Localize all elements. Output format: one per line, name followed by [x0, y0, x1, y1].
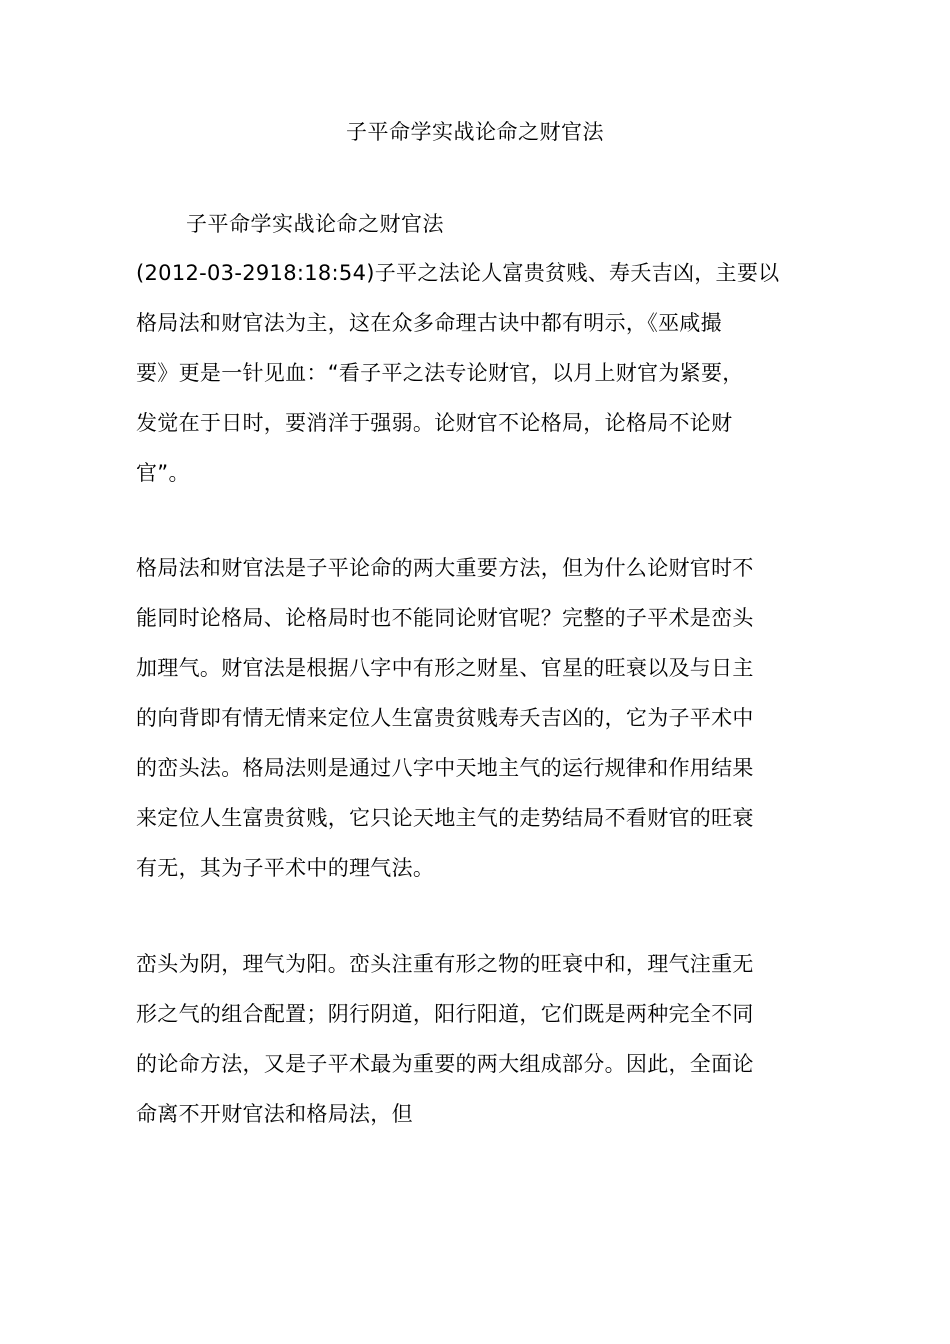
paragraph-line: 要》更是一针见血：“看子平之法专论财官，以月上财官为紧要， [136, 361, 744, 385]
paragraph-line: 峦头为阴，理气为阳。峦头注重有形之物的旺衰中和，理气注重无 [136, 952, 754, 976]
paragraph-line: 格局法和财官法是子平论命的两大重要方法，但为什么论财官时不 [136, 556, 754, 580]
paragraph-line: 有无，其为子平术中的理气法。 [136, 856, 435, 880]
article-subtitle: 子平命学实战论命之财官法 [186, 212, 444, 236]
paragraph-line: 格局法和财官法为主，这在众多命理古诀中都有明示，《巫咸撮 [136, 311, 722, 335]
paragraph-line: (2012-03-2918:18:54)子平之法论人富贵贫贱、寿夭吉凶，主要以 [136, 261, 780, 285]
paragraph-line: 命离不开财官法和格局法，但 [136, 1102, 413, 1126]
paragraph-2 [136, 543, 796, 893]
paragraph-1 [136, 248, 796, 498]
paragraph-3 [136, 939, 796, 1139]
paragraph-line: 的论命方法，又是子平术最为重要的两大组成部分。因此，全面论 [136, 1052, 754, 1076]
paragraph-line: 官”。 [136, 461, 190, 485]
paragraph-line: 来定位人生富贵贫贱，它只论天地主气的走势结局不看财官的旺衰 [136, 806, 754, 830]
paragraph-line: 的峦头法。格局法则是通过八字中天地主气的运行规律和作用结果 [136, 756, 754, 780]
paragraph-line: 发觉在于日时，要消洋于强弱。论财官不论格局，论格局不论财 [136, 411, 733, 435]
paragraph-line: 的向背即有情无情来定位人生富贵贫贱寿夭吉凶的，它为子平术中 [136, 706, 754, 730]
paragraph-line: 形之气的组合配置；阴行阴道，阳行阳道，它们既是两种完全不同 [136, 1002, 754, 1026]
document-title: 子平命学实战论命之财官法 [346, 120, 604, 144]
paragraph-line: 能同时论格局、论格局时也不能同论财官呢？完整的子平术是峦头 [136, 606, 754, 630]
paragraph-line: 加理气。财官法是根据八字中有形之财星、官星的旺衰以及与日主 [136, 656, 754, 680]
